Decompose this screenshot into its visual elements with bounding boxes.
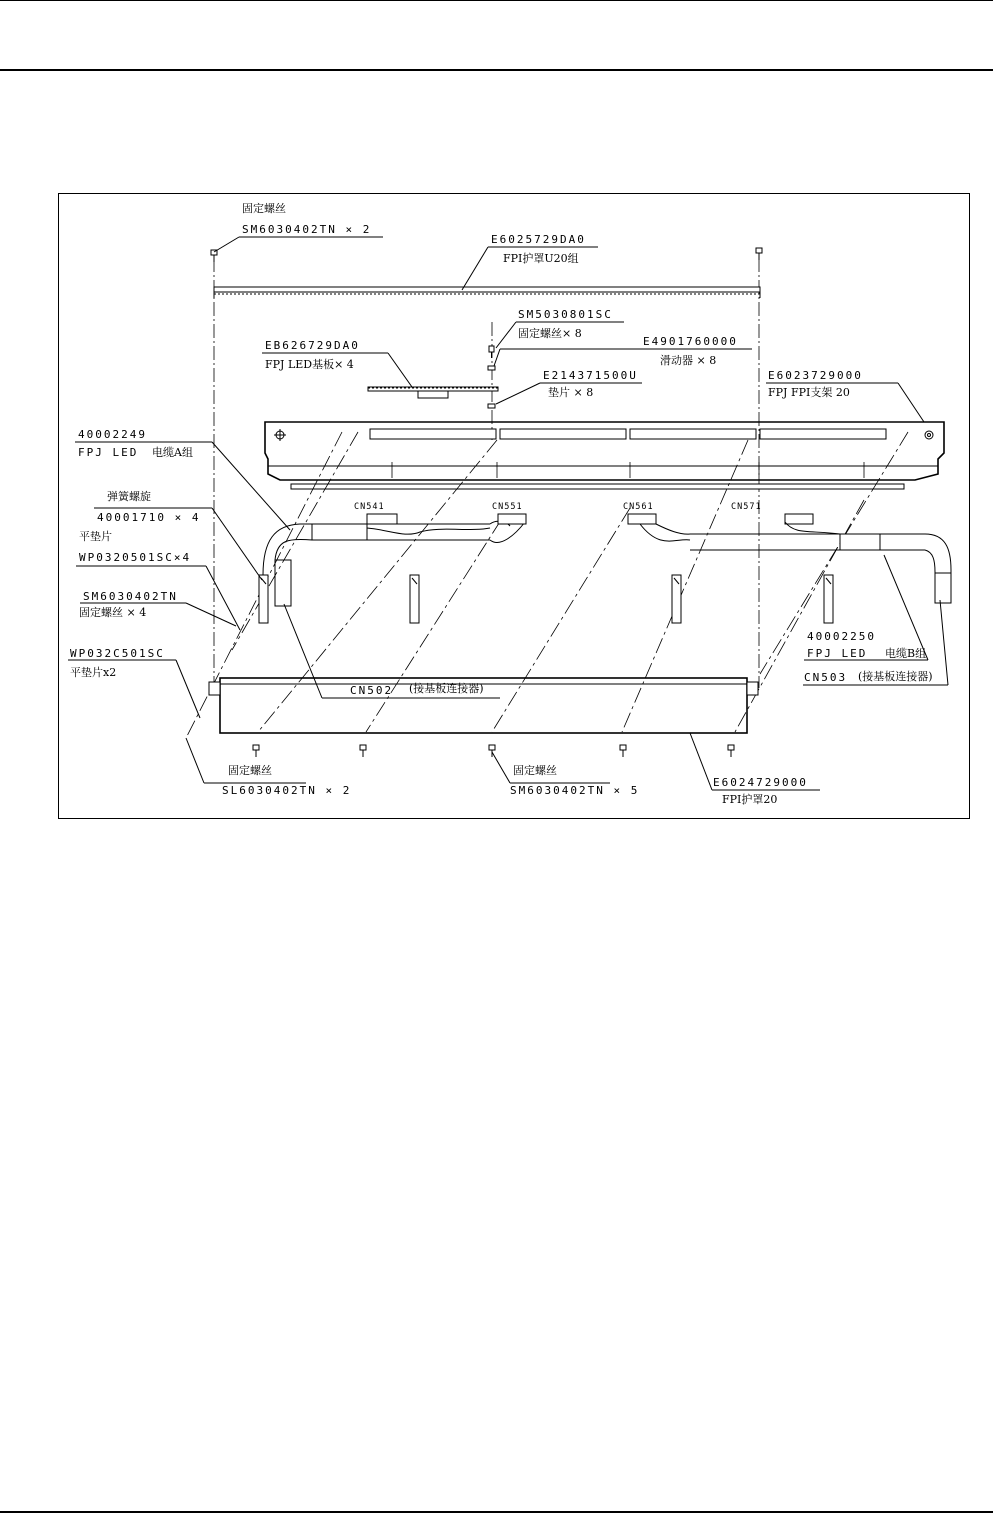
spring-cn-label: 弹簧螺旋 [107, 490, 151, 503]
bracket-centerlines [392, 462, 864, 482]
cn503-cn-label: (接基板连接器) [858, 670, 933, 683]
bracket-cn-label: FPJ FPI支架 20 [768, 386, 850, 399]
cn551-label: CN551 [492, 502, 523, 512]
bottom-left-screw-pn-label: SL6030402TN × 2 [222, 784, 352, 797]
spring-pn-label: 40001710 × 4 [97, 511, 201, 524]
cn541-label: CN541 [354, 502, 385, 512]
cover-20-pn-label: E6024729000 [713, 776, 808, 789]
led-board-cn-label: FPJ LED基板× 4 [265, 358, 354, 371]
slider-screw-cn-label: 固定螺丝× 8 [518, 327, 582, 340]
slider-screw-icon [489, 346, 494, 358]
slider-cn-label: 滑动器 × 8 [660, 354, 717, 367]
flatwasher-pn-label: WP0320501SC×4 [79, 551, 192, 564]
bracket-pn-label: E6023729000 [768, 369, 863, 382]
flatwasher-cn-label: 平垫片 [79, 530, 112, 543]
cn502-cn-label: (接基板连接器) [409, 682, 484, 695]
bracket-20-part [265, 422, 944, 489]
washer8-pn-label: E214371500U [543, 369, 638, 382]
screw4-cn-label: 固定螺丝 × 4 [79, 606, 147, 619]
cn503-label: CN503 [804, 671, 848, 684]
washer2-cn-label: 平垫片x2 [70, 666, 117, 679]
bottom-mid-screw-cn-label: 固定螺丝 [513, 764, 557, 777]
screw4-pn-label: SM6030402TN [83, 590, 178, 603]
cn571-label: CN571 [731, 502, 762, 512]
cover-u20-pn-label: E6025729DA0 [491, 233, 586, 246]
top-screw-right-icon [756, 248, 762, 260]
cable-a-code-label: FPJ LED [78, 446, 139, 459]
top-screw-cn-label: 固定螺丝 [242, 202, 286, 215]
cable-a-cn-label: 电缆A组 [152, 446, 193, 459]
diagonal-phantom-lines [186, 432, 908, 738]
slider-screw-pn-label: SM5030801SC [518, 308, 613, 321]
led-board-part [368, 387, 498, 398]
bottom-mid-screw-pn-label: SM6030402TN × 5 [510, 784, 640, 797]
cover-u20-cn-label: FPI护罩U20组 [503, 252, 579, 265]
page-footer-rule [0, 1511, 993, 1513]
cable-b-cn-label: 电缆B组 [885, 647, 927, 660]
cover-20-cn-label: FPI护罩20 [722, 793, 778, 806]
cable-b-pn-label: 40002250 [807, 630, 876, 643]
cable-b-code-label: FPJ LED [807, 647, 868, 660]
led-board-pn-label: EB626729DA0 [265, 339, 360, 352]
bottom-left-screw-cn-label: 固定螺丝 [228, 764, 272, 777]
cable-a-pn-label: 40002249 [78, 428, 147, 441]
washer2-pn-label: WP032C501SC [70, 647, 165, 660]
washer8-cn-label: 垫片 × 8 [548, 386, 594, 399]
cn561-label: CN561 [623, 502, 654, 512]
slider-icon [488, 366, 495, 370]
washer-icon [488, 404, 495, 408]
cn502-label: CN502 [350, 684, 394, 697]
cover-u20-part [214, 287, 760, 298]
slider-pn-label: E4901760000 [643, 335, 738, 348]
top-screw-pn-label: SM6030402TN × 2 [242, 223, 372, 236]
spring-icons [259, 575, 833, 623]
